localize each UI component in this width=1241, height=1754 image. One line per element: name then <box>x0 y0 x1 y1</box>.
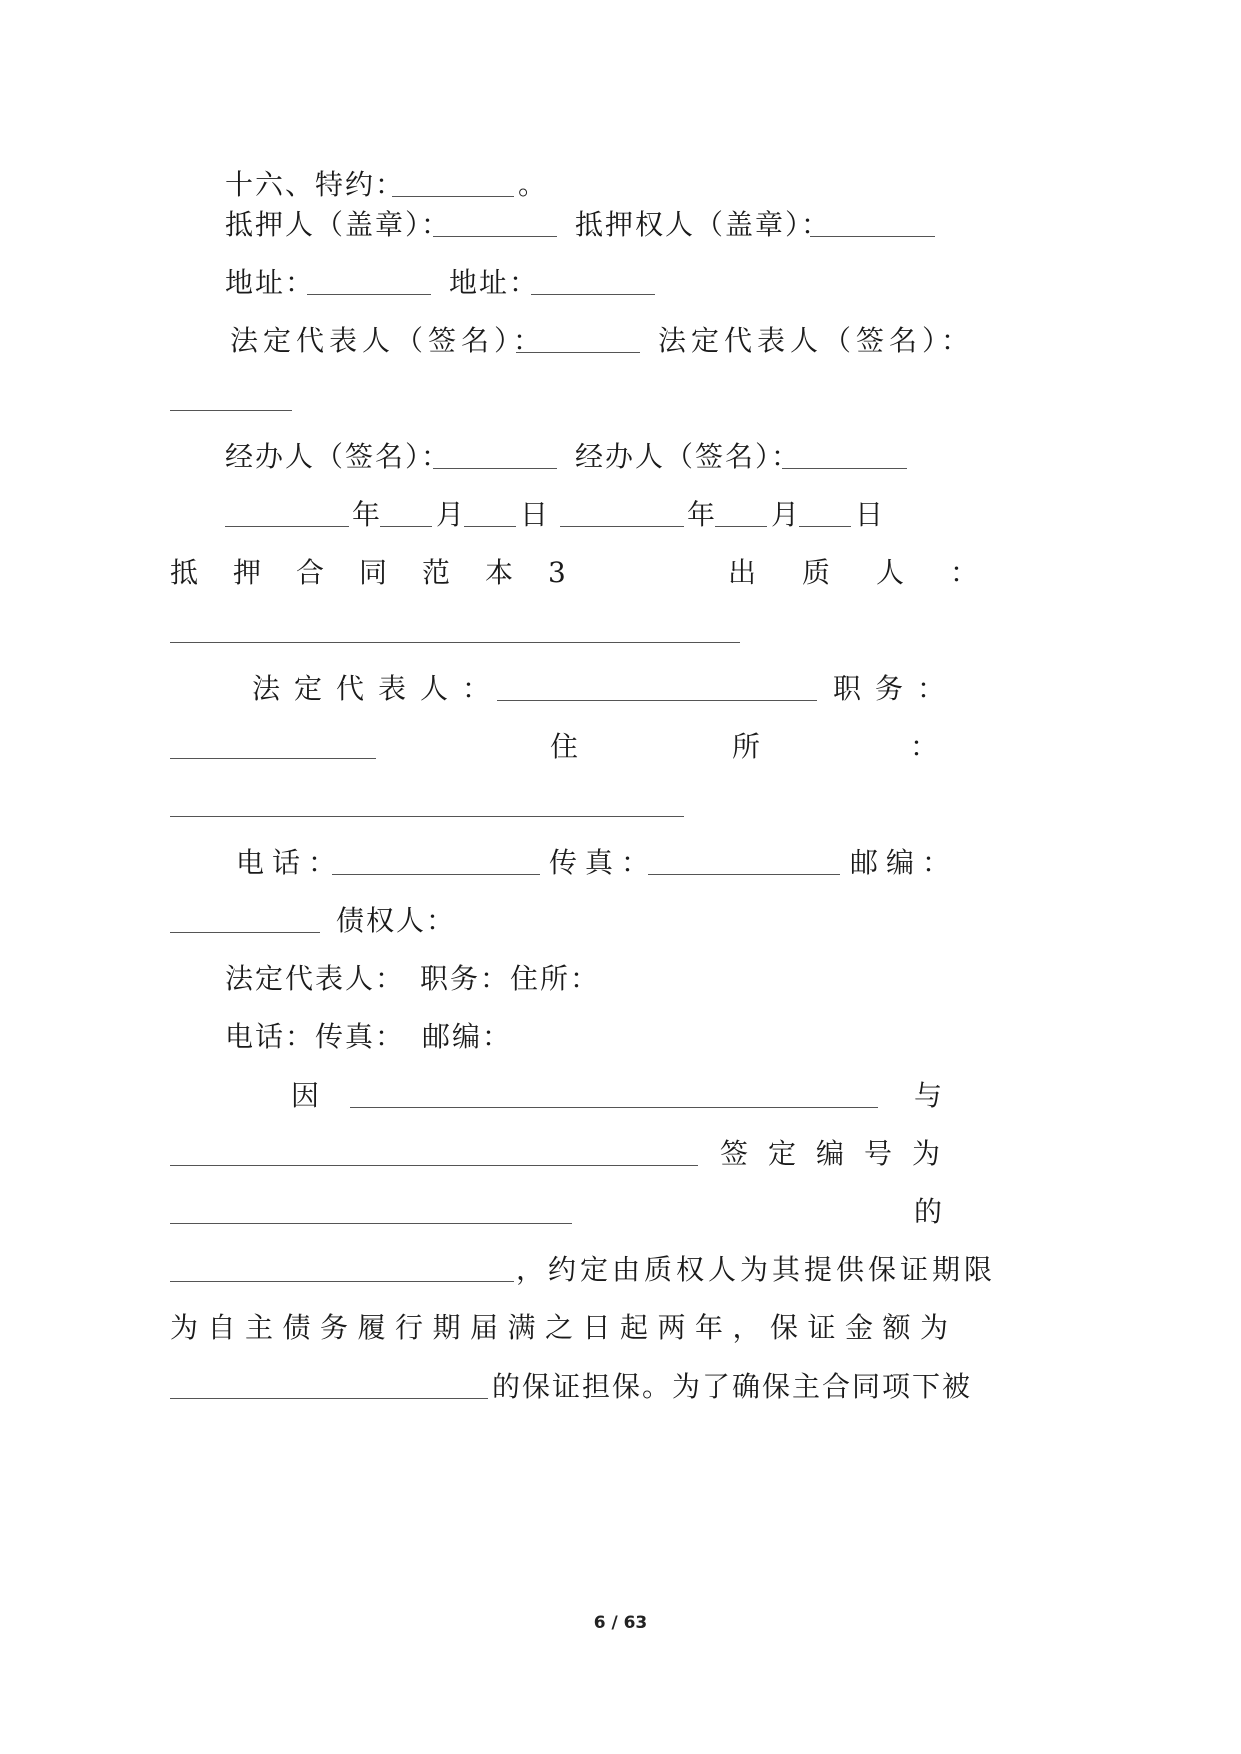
body-guarantee-purpose: 的保证担保。为了确保主合同项下被 <box>492 1370 973 1403</box>
page-number: 6 / 63 <box>593 1613 648 1633</box>
creditor-position-residence-label: 职务：住所： <box>420 962 601 995</box>
pledgor-position-blank <box>170 758 376 759</box>
handler-sign-line <box>0 437 1241 477</box>
mortgagee-seal-blank <box>810 236 935 237</box>
body-guarantee-amount: 为自主债务履行期届满之日起两年，保证金额为 <box>170 1311 958 1344</box>
date1-day-label: 日 <box>520 498 551 531</box>
date1-day-blank <box>464 526 516 527</box>
residence-colon: ： <box>910 730 941 763</box>
party-a-blank <box>350 1107 878 1108</box>
date2-day-label: 日 <box>855 498 886 531</box>
mortgagor-seal-label: 抵押人（盖章）： <box>225 208 452 241</box>
pledgor-postcode-blank <box>170 932 320 933</box>
pledgor-phone-blank <box>332 874 540 875</box>
template3-title: 抵押合同范本3 <box>170 556 601 589</box>
special-terms-line <box>0 165 1241 205</box>
mortgagor-handler-label: 经办人（签名）： <box>225 440 452 473</box>
pledgor-residence-blank-line <box>0 785 1241 825</box>
pledgor-legal-rep-blank <box>497 700 817 701</box>
contract-number-blank <box>170 1223 572 1224</box>
pledgor-position-label: 职务： <box>833 672 960 705</box>
guarantee-amount-blank <box>170 1398 488 1399</box>
body-because: 因 <box>291 1079 322 1112</box>
residence-char2: 所 <box>732 730 763 763</box>
mortgagee-handler-label: 经办人（签名）： <box>575 440 802 473</box>
mortgagee-handler-blank <box>782 468 907 469</box>
date2-month-label: 月 <box>771 498 802 531</box>
template3-heading-line <box>0 553 1241 593</box>
date1-month-label: 月 <box>436 498 467 531</box>
body-line-5 <box>0 1308 1241 1348</box>
mortgagor-address-blank <box>307 294 431 295</box>
creditor-legal-rep-label: 法定代表人： <box>225 962 406 995</box>
mortgagor-address-label: 地址： <box>225 266 316 299</box>
main-contract-blank <box>170 1281 514 1282</box>
date2-year-label: 年 <box>687 498 718 531</box>
body-and: 与 <box>914 1079 945 1112</box>
special-terms-blank <box>392 196 514 197</box>
pledgor-legal-rep-label: 法定代表人： <box>252 672 505 705</box>
party-b-blank <box>170 1165 698 1166</box>
pledgor-fax-label: 传真： <box>549 846 658 879</box>
residence-char1: 住 <box>550 730 581 763</box>
date2-year-blank <box>560 526 684 527</box>
mortgagee-legal-rep-blank <box>170 410 292 411</box>
date-line <box>0 495 1241 535</box>
special-terms-period: 。 <box>518 168 549 201</box>
body-signed-number: 签定编号为 <box>720 1137 961 1170</box>
legal-rep-sign-line <box>0 321 1241 361</box>
special-terms-label: 十六、特约： <box>225 168 406 201</box>
pledgor-phone-label: 电话： <box>236 846 345 879</box>
body-line-1 <box>0 1076 1241 1116</box>
mortgagee-legal-rep-label: 法定代表人（签名）： <box>658 324 975 357</box>
pledgor-contact-line <box>0 843 1241 883</box>
date2-month-blank <box>715 526 767 527</box>
pledgor-fax-blank <box>648 874 840 875</box>
pledgor-blank <box>170 642 740 643</box>
pledgor-residence-line <box>0 727 1241 767</box>
body-line-3 <box>0 1192 1241 1232</box>
pledgor-legal-rep-line <box>0 669 1241 709</box>
mortgagee-address-blank <box>531 294 655 295</box>
mortgagee-address-label: 地址： <box>449 266 540 299</box>
creditor-line <box>0 901 1241 941</box>
date1-year-blank <box>225 526 349 527</box>
pledgor-residence-blank <box>170 816 684 817</box>
mortgagor-seal-line <box>0 205 1241 245</box>
creditor-label: 债权人： <box>336 904 457 937</box>
pledgor-postcode-label: 邮编： <box>850 846 959 879</box>
mortgagor-legal-rep-label: 法定代表人（签名）： <box>230 324 547 357</box>
legal-rep-sign-continuation <box>0 379 1241 419</box>
body-guarantee-term: ，约定由质权人为其提供保证期限 <box>516 1253 997 1286</box>
mortgagee-seal-label: 抵押权人（盖章）： <box>575 208 832 241</box>
pledgor-blank-line <box>0 611 1241 651</box>
creditor-legal-rep-line <box>0 959 1241 999</box>
pledgor-label: 出质人： <box>728 556 1025 589</box>
mortgagor-handler-blank <box>433 468 557 469</box>
creditor-phone-fax-label: 电话：传真： <box>225 1020 406 1053</box>
date1-year-label: 年 <box>352 498 383 531</box>
body-line-4 <box>0 1250 1241 1290</box>
body-line-2 <box>0 1134 1241 1174</box>
date1-month-blank <box>380 526 432 527</box>
mortgagor-seal-blank <box>433 236 557 237</box>
address-line <box>0 263 1241 303</box>
creditor-postcode-label: 邮编： <box>422 1020 513 1053</box>
date2-day-blank <box>799 526 851 527</box>
body-line-6 <box>0 1367 1241 1407</box>
mortgagor-legal-rep-blank <box>516 352 640 353</box>
body-of: 的 <box>914 1195 945 1228</box>
creditor-contact-line <box>0 1017 1241 1057</box>
